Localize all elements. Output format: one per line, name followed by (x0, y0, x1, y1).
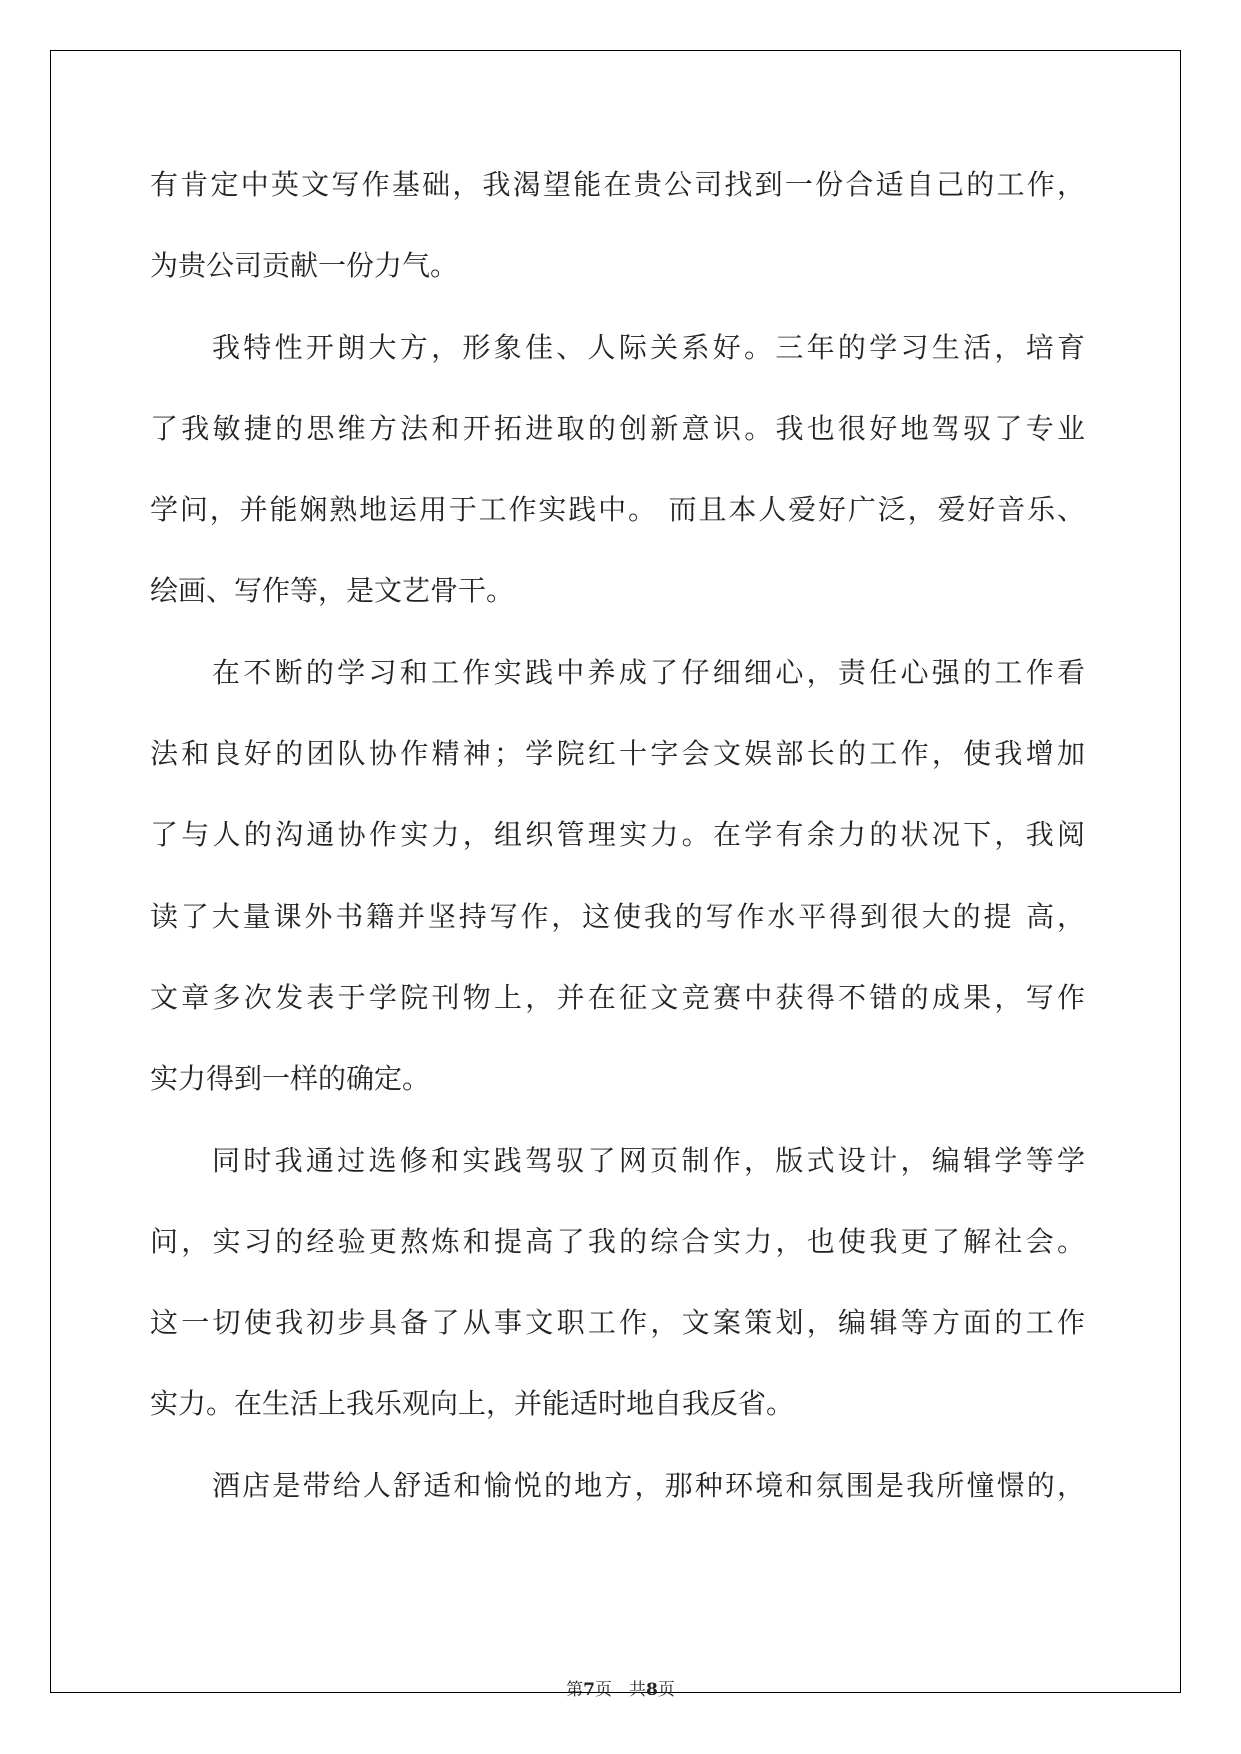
text-line: 绘画、写作等，是文艺骨干。 (150, 574, 515, 608)
page-footer (0, 1675, 1241, 1700)
text-line: 我特性开朗大方，形象佳、人际关系好。三年的学习生活，培育 (212, 330, 1085, 364)
text-line: 酒店是带给人舒适和愉悦的地方，那种环境和氛围是我所憧憬的， (212, 1468, 1085, 1502)
page-prefix: 第 (566, 1680, 584, 1700)
text-line: 同时我通过选修和实践驾驭了网页制作，版式设计，编辑学等学 (212, 1143, 1085, 1177)
text-line: 为贵公司贡献一份力气。 (150, 249, 459, 283)
text-line: 文章多次发表于学院刊物上，并在征文竞赛中获得不错的成果，写作 (150, 980, 1085, 1014)
text-line: 这一切使我初步具备了从事文职工作，文案策划，编辑等方面的工作 (150, 1306, 1085, 1340)
text-line: 法和良好的团队协作精神；学院红十字会文娱部长的工作，使我增加 (150, 737, 1085, 771)
text-line: 了我敏捷的思维方法和开拓进取的创新意识。我也很好地驾驭了专业 (150, 411, 1085, 445)
text-line: 有肯定中英文写作基础，我渴望能在贵公司找到一份合适自己的工作， (150, 168, 1085, 201)
text-line: 读了大量课外书籍并坚持写作，这使我的写作水平得到很大的提 高， (150, 899, 1085, 933)
text-line: 在不断的学习和工作实践中养成了仔细细心，责任心强的工作看 (212, 655, 1085, 689)
text-line: 了与人的沟通协作实力，组织管理实力。在学有余力的状况下，我阅 (150, 818, 1085, 852)
text-line: 问，实习的经验更熬炼和提高了我的综合实力，也使我更了解社会。 (150, 1224, 1085, 1258)
text-line: 学问，并能娴熟地运用于工作实践中。 而且本人爱好广泛，爱好音乐、 (150, 493, 1085, 527)
total-page-number: 8 (646, 1680, 658, 1700)
text-line: 实力。在生活上我乐观向上，并能适时地自我反省。 (150, 1387, 795, 1421)
page-mid: 页 共 (595, 1680, 646, 1700)
document-body (150, 160, 1085, 1542)
text-line: 实力得到一样的确定。 (150, 1062, 431, 1096)
page-suffix: 页 (657, 1680, 675, 1700)
current-page-number: 7 (583, 1680, 595, 1700)
